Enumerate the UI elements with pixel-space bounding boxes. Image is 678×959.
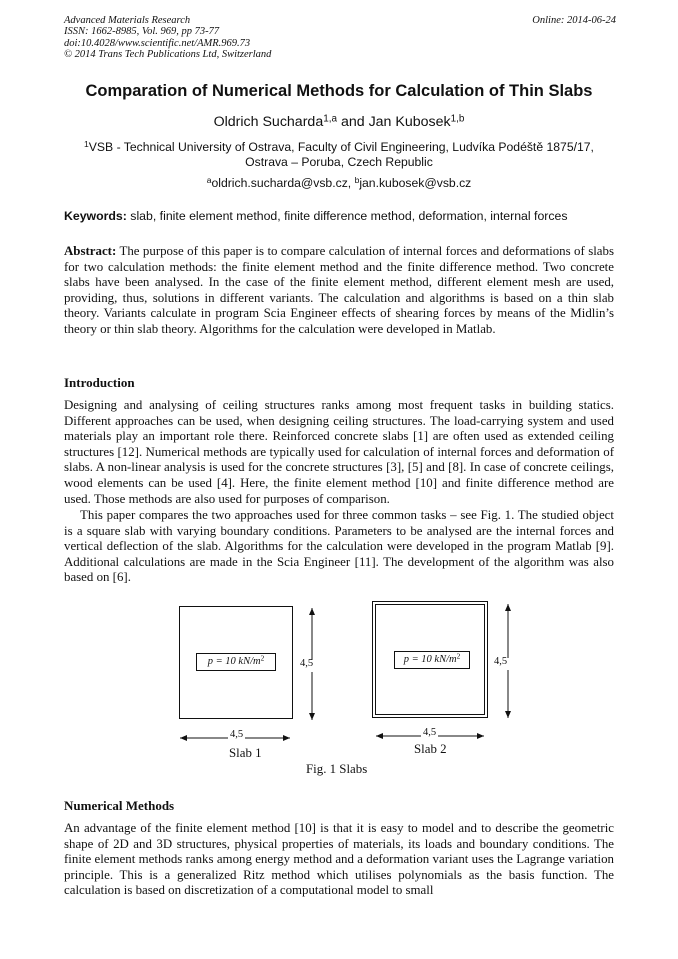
journal-header: [64, 15, 616, 61]
author-2-name: Jan Kubosek: [368, 114, 451, 130]
slab-2-dim-horizontal: 4,5: [423, 727, 437, 738]
affiliation: [64, 140, 614, 170]
affiliation-sup: 1: [84, 139, 89, 150]
journal-copyright: © 2014 Trans Tech Publications Ltd, Switzerland: [64, 49, 272, 61]
slab-2-dim-vertical: 4,5: [494, 656, 508, 667]
affiliation-line-1: [64, 140, 614, 155]
introduction-heading: Introduction: [64, 375, 135, 390]
slab-2-load-label: p = 10 kN/m: [403, 654, 457, 665]
journal-issn: ISSN: 1662-8985, Vol. 969, pp 73-77: [64, 26, 220, 38]
authors-line: [64, 114, 614, 130]
introduction-paragraph-2: This paper compares the two approaches used for three common tasks – see Fig. 1. The studied object is a square slab with varying boundary conditions. Parameters to be analysed are the internal forces and vertical deflection of the slab. Algorithms for the calculation were developed in the program Matlab [9]. Additional calculations are made in the Scia Engineer [11]. The development of the algorithm was also based on [6].: [64, 508, 614, 585]
keywords-label: Keywords:: [64, 209, 127, 223]
authors-conjunction: and: [337, 114, 369, 130]
paper-title: Comparation of Numerical Methods for Calculation of Thin Slabs: [85, 82, 593, 100]
abstract-label: Abstract:: [64, 244, 117, 258]
emails-line: [64, 176, 614, 190]
email-b-sup: b: [354, 175, 360, 186]
slab-1-load-label: p = 10 kN/m: [207, 656, 261, 667]
abstract-text: The purpose of this paper is to compare calculation of internal forces and deformations of slabs for two calculation methods: the finite element method and the finite difference method. Two concrete slabs have been analysed. In the case of the finite element method, different element mesh are used, providing, thus, solutions in different variants. The calculation and algorithms is based on a thin slab theory. Variants calculate in program Scia Engineer effects of shearing forces by means of the Midlin’s theory or thin slab theory. Algorithms for the calculation were developed in Matlab.: [64, 244, 614, 336]
author-1-name: Oldrich Sucharda: [213, 114, 324, 130]
slab-1-dim-horizontal: 4,5: [230, 729, 244, 740]
affiliation-text-1: VSB - Technical University of Ostrava, Faculty of Civil Engineering, Ludvíka Podéště 1875/17,: [88, 140, 594, 154]
email-b: jan.kubosek@vsb.cz: [359, 176, 472, 190]
keywords: [64, 209, 616, 223]
author-2-sup: 1,b: [450, 113, 465, 125]
email-a-sup: a: [206, 175, 212, 186]
figure-1-caption: Fig. 1 Slabs: [306, 762, 368, 776]
slab-2-load-box: [394, 651, 470, 669]
introduction-paragraph-1: Designing and analysing of ceiling structures ranks among most frequent tasks in building statics. Different approaches can be used, when designing ceiling structures. The load-carrying system and used materials play an important role there. Reinforced concrete slabs [1] are often used as extended ceiling structures [12]. Numerical methods are typically used for calculation of internal forces and deformation of slabs. A non-linear analysis is used for the concrete structures [3], [5] and [8]. In case of concrete ceilings, wood elements can be used [4]. Here, the finite element method [10] and finite difference method are used. Those methods are also used for purposes of comparison.: [64, 398, 614, 506]
figure-dimension-arrows: [0, 596, 678, 781]
online-date: Online: 2014-06-24: [532, 15, 616, 26]
slab-2-load-sup: 2: [456, 651, 461, 661]
slab-1-dim-vertical: 4,5: [300, 658, 314, 669]
journal-name: Advanced Materials Research: [64, 15, 191, 26]
email-a: oldrich.sucharda@vsb.cz,: [211, 176, 355, 190]
author-1-sup: 1,a: [323, 113, 338, 125]
keywords-text: slab, finite element method, finite difference method, deformation, internal forces: [126, 209, 568, 223]
affiliation-line-2: Ostrava – Poruba, Czech Republic: [245, 155, 433, 169]
slab-2-caption: Slab 2: [414, 742, 447, 756]
journal-doi: doi:10.4028/www.scientific.net/AMR.969.73: [64, 37, 251, 49]
slab-1-load-sup: 2: [260, 653, 265, 663]
numerical-methods-paragraph-1: An advantage of the finite element method [10] is that it is easy to model and to describe the geometric shape of 2D and 3D structures, physical properties of materials, its loads and boundary conditions. The finite element methods ranks among energy method and a deformation variant uses the Lagrange variation principle. This is a generalized Ritz method which utilises polynomials as the basis function. The calculation is based on discretization of a computational model to small: [64, 821, 614, 898]
numerical-methods-heading: Numerical Methods: [64, 798, 175, 813]
slab-1-caption: Slab 1: [229, 746, 262, 760]
abstract-paragraph: [64, 244, 614, 338]
figure-1: [0, 596, 678, 781]
